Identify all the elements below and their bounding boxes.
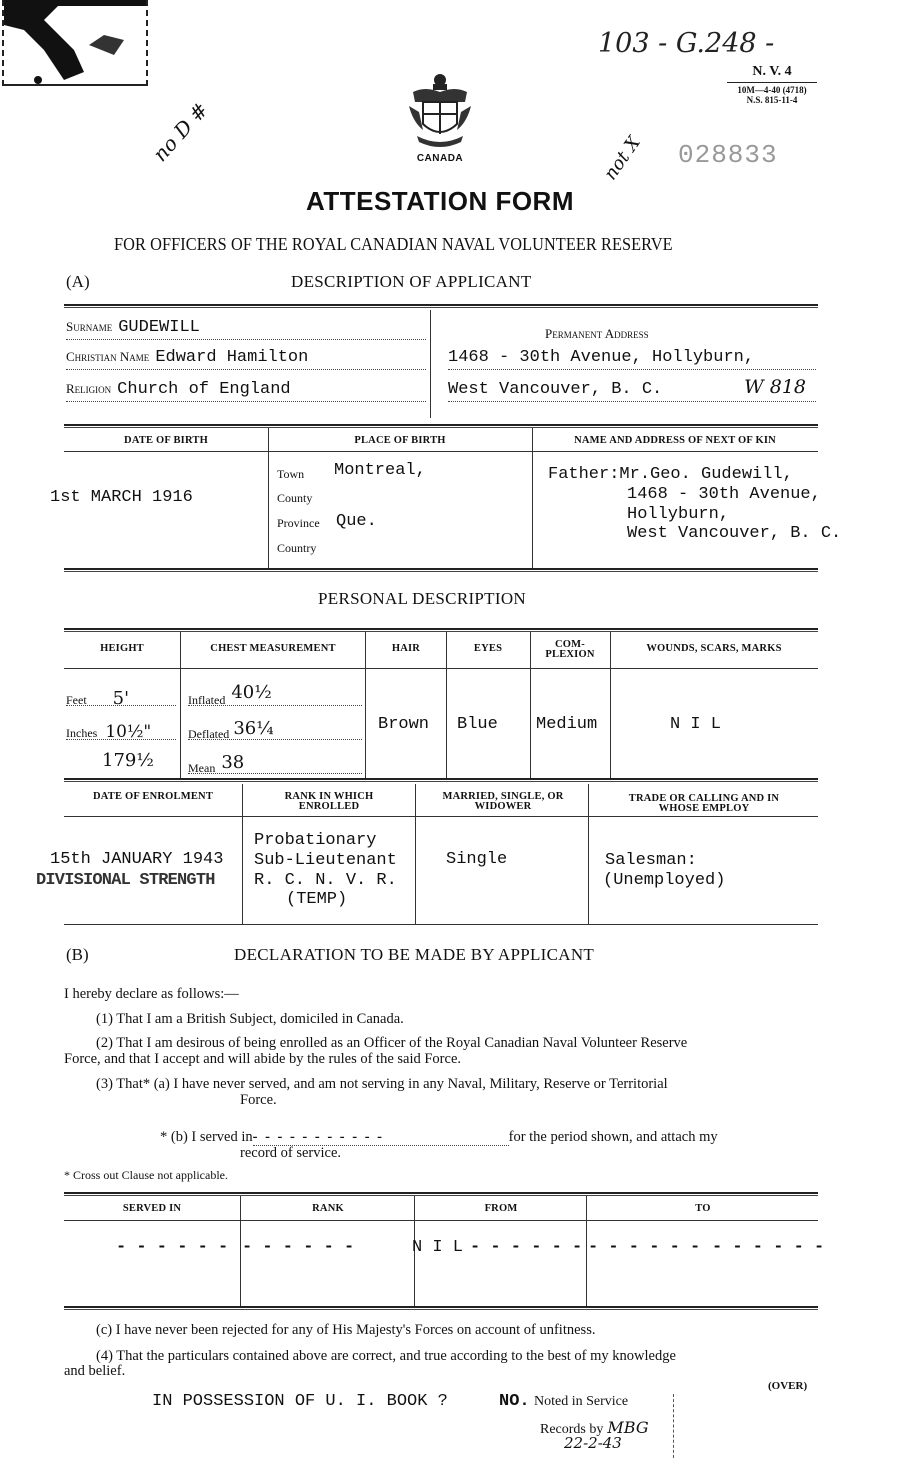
rank-line-3: R. C. N. V. R. bbox=[254, 871, 397, 890]
page-subtitle: FOR OFFICERS OF THE ROYAL CANADIAN NAVAL VOLUNTEER RESERVE bbox=[114, 234, 673, 254]
header-date-of-birth: DATE OF BIRTH bbox=[124, 435, 208, 446]
divider bbox=[64, 304, 818, 308]
header-eyes: EYES bbox=[473, 643, 503, 654]
clause-4-line-1: (4) That the particulars contained above are correct, and true according to the best of my knowledge bbox=[96, 1348, 676, 1364]
clause-3a-line-2: Force. bbox=[240, 1092, 277, 1108]
address-line-2-field bbox=[448, 376, 816, 402]
header-height: HEIGHT bbox=[100, 643, 144, 654]
divider bbox=[430, 310, 431, 418]
religion-label: Religion bbox=[66, 381, 112, 396]
divider bbox=[64, 778, 818, 782]
christian-name-value: Edward Hamilton bbox=[155, 348, 309, 367]
stamp-date: 22-2-43 bbox=[564, 1434, 622, 1452]
deflated-value: 36¼ bbox=[233, 718, 274, 739]
feet-field bbox=[66, 688, 176, 709]
clause-3b-line-1 bbox=[160, 1129, 718, 1146]
next-of-kin-line-4: West Vancouver, B. C. bbox=[627, 524, 842, 543]
to-dashes-1: - - - - - - bbox=[588, 1238, 701, 1257]
ns-code: N.S. 815-11-4 bbox=[746, 95, 798, 105]
divider bbox=[180, 632, 181, 778]
stamp-number: 028833 bbox=[678, 140, 778, 170]
town-value: Montreal, bbox=[334, 461, 426, 480]
handwritten-note-left: no D # bbox=[148, 97, 213, 167]
divider bbox=[64, 1220, 818, 1221]
header-chest: CHEST MEASUREMENT bbox=[210, 643, 336, 654]
from-dashes: - - - - - - bbox=[470, 1238, 583, 1257]
header-place-of-birth: PLACE OF BIRTH bbox=[354, 435, 446, 446]
over-label: (OVER) bbox=[768, 1380, 808, 1392]
section-a-heading: DESCRIPTION OF APPLICANT bbox=[291, 272, 532, 291]
religion-field bbox=[66, 380, 426, 402]
header-complexion: COM- PLEXION bbox=[545, 639, 595, 660]
feet-value: 5' bbox=[112, 688, 130, 709]
stamp-line-1: Noted in Service bbox=[534, 1394, 629, 1409]
divider bbox=[64, 816, 818, 817]
divider bbox=[446, 632, 447, 778]
coat-of-arms-icon bbox=[405, 72, 475, 150]
divider bbox=[588, 784, 589, 924]
surname-field bbox=[66, 318, 426, 340]
surname-value: GUDEWILL bbox=[118, 318, 200, 337]
file-number-handwritten: 103 - G.248 - bbox=[598, 28, 775, 59]
divider bbox=[64, 1306, 818, 1310]
divider bbox=[532, 428, 533, 568]
christian-name-field bbox=[66, 348, 426, 370]
clause-3b-fill: - - - - - - - - - - - bbox=[253, 1129, 509, 1146]
next-of-kin-line-2: 1468 - 30th Avenue, bbox=[627, 485, 821, 504]
enrolment-date: 15th JANUARY 1943 bbox=[50, 850, 224, 869]
header-wounds: WOUNDS, SCARS, MARKS bbox=[646, 643, 782, 654]
handwritten-note-right: not X bbox=[600, 132, 645, 185]
divider bbox=[64, 568, 818, 572]
mean-value: 38 bbox=[221, 752, 245, 773]
christian-name-label: Christian Name bbox=[66, 349, 150, 364]
photo-remnant-image bbox=[4, 0, 148, 86]
section-b-heading: DECLARATION TO BE MADE BY APPLICANT bbox=[234, 945, 595, 964]
coat-of-arms bbox=[405, 72, 475, 162]
divider bbox=[415, 784, 416, 924]
divider bbox=[64, 628, 818, 632]
coat-of-arms-caption: CANADA bbox=[416, 153, 464, 164]
clause-3b-suffix: for the period shown, and attach my bbox=[508, 1129, 718, 1145]
province-value: Que. bbox=[336, 512, 377, 531]
divider bbox=[240, 1196, 241, 1306]
county-label: County bbox=[277, 491, 313, 505]
divider bbox=[64, 424, 818, 428]
mean-field bbox=[188, 752, 362, 775]
surname-label: Surname bbox=[66, 319, 113, 334]
header-trade: TRADE OR CALLING AND IN WHOSE EMPLOY bbox=[628, 793, 780, 814]
header-next-of-kin: NAME AND ADDRESS OF NEXT OF KIN bbox=[574, 435, 776, 446]
section-a-marker: (A) bbox=[66, 272, 90, 291]
to-dashes-2: - - - - - - bbox=[712, 1238, 825, 1257]
trade-line-2: (Unemployed) bbox=[603, 871, 726, 890]
divider bbox=[268, 428, 269, 568]
clause-2-line-2: Force, and that I accept and will abide by the rules of the said Force. bbox=[64, 1051, 462, 1067]
footnote: * Cross out Clause not applicable. bbox=[64, 1168, 228, 1182]
next-of-kin-line-1: Father:Mr.Geo. Gudewill, bbox=[548, 465, 793, 484]
rank-line-1: Probationary bbox=[254, 831, 377, 850]
rank-dashes: - - - - - - bbox=[242, 1238, 355, 1257]
service-entry: N I L bbox=[412, 1238, 464, 1257]
form-code: N. V. 4 bbox=[727, 64, 817, 83]
photo-remnant bbox=[2, 0, 148, 86]
records-stamp bbox=[534, 1394, 674, 1458]
clause-3a-line-1: (3) That* (a) I have never served, and am not serving in any Naval, Military, Reserve or Territorial bbox=[96, 1076, 668, 1092]
clause-4-line-2: and belief. bbox=[64, 1363, 126, 1379]
print-code: 10M—4-40 (4718) bbox=[737, 85, 807, 95]
form-code-block bbox=[727, 64, 817, 105]
address-line-1: 1468 - 30th Avenue, Hollyburn, bbox=[448, 348, 816, 370]
header-served-in: SERVED IN bbox=[122, 1203, 182, 1214]
deflated-label: Deflated bbox=[188, 727, 230, 741]
declaration-intro: I hereby declare as follows:— bbox=[64, 986, 239, 1002]
divider bbox=[365, 632, 366, 778]
hair-value: Brown bbox=[378, 715, 430, 734]
country-label: Country bbox=[277, 541, 317, 555]
stamp-initials: MBG bbox=[607, 1418, 649, 1437]
divider bbox=[64, 924, 818, 925]
marital-status-value: Single bbox=[446, 850, 508, 869]
address-line-2: West Vancouver, B. C. bbox=[448, 380, 663, 399]
trade-line-1: Salesman: bbox=[605, 851, 697, 870]
clause-3b-prefix: * (b) I served in bbox=[160, 1129, 253, 1145]
divider bbox=[242, 784, 243, 924]
clause-2-line-1: (2) That I am desirous of being enrolled as an Officer of the Royal Canadian Naval Volunteer Reserve bbox=[96, 1035, 688, 1051]
wounds-value: N I L bbox=[670, 715, 722, 734]
header-date-of-enrolment: DATE OF ENROLMENT bbox=[92, 791, 214, 802]
header-from: FROM bbox=[484, 1203, 518, 1214]
divider bbox=[586, 1196, 587, 1306]
complexion-value: Medium bbox=[536, 715, 598, 734]
inflated-label: Inflated bbox=[188, 693, 226, 707]
clause-c: (c) I have never been rejected for any of His Majesty's Forces on account of unfitness. bbox=[96, 1322, 596, 1338]
header-rank: RANK bbox=[312, 1203, 344, 1214]
inches-value: 10½" bbox=[105, 722, 152, 742]
town-label: Town bbox=[277, 467, 305, 481]
header-hair: HAIR bbox=[391, 643, 421, 654]
inches-field bbox=[66, 722, 176, 740]
address-handwritten: W 818 bbox=[744, 376, 806, 398]
inches-label: Inches bbox=[66, 726, 98, 740]
rank-line-4: (TEMP) bbox=[286, 890, 348, 909]
divider bbox=[64, 668, 818, 669]
mean-label: Mean bbox=[188, 761, 216, 775]
weight-value: 179½ bbox=[102, 750, 154, 771]
header-to: TO bbox=[695, 1203, 711, 1214]
divider bbox=[610, 632, 611, 778]
page-title: ATTESTATION FORM bbox=[306, 186, 574, 216]
clause-3b-line-2: record of service. bbox=[240, 1145, 342, 1161]
rank-line-2: Sub-Lieutenant bbox=[254, 851, 397, 870]
next-of-kin-line-3: Hollyburn, bbox=[627, 505, 730, 524]
eyes-value: Blue bbox=[457, 715, 498, 734]
header-marital-status: MARRIED, SINGLE, OR WIDOWER bbox=[442, 791, 564, 812]
feet-label: Feet bbox=[66, 693, 87, 707]
stamp-line-2: Records by bbox=[540, 1422, 604, 1437]
inflated-value: 40½ bbox=[231, 682, 272, 703]
deflated-field bbox=[188, 718, 362, 741]
religion-value: Church of England bbox=[117, 380, 291, 399]
section-b-marker: (B) bbox=[66, 945, 89, 964]
ui-book-question: IN POSSESSION OF U. I. BOOK ? bbox=[152, 1392, 448, 1411]
divider bbox=[64, 1192, 818, 1196]
header-rank-enrolled: RANK IN WHICH ENROLLED bbox=[284, 791, 374, 812]
clause-1: (1) That I am a British Subject, domiciled in Canada. bbox=[96, 1011, 404, 1027]
divider bbox=[64, 451, 818, 452]
date-of-birth-value: 1st MARCH 1916 bbox=[50, 488, 193, 507]
province-label: Province bbox=[277, 516, 320, 530]
divider bbox=[530, 632, 531, 778]
personal-description-heading: PERSONAL DESCRIPTION bbox=[318, 589, 526, 608]
inflated-field bbox=[188, 682, 362, 707]
served-in-dashes: - - - - - - bbox=[116, 1238, 229, 1257]
permanent-address-label: Permanent Address bbox=[545, 326, 649, 341]
ui-book-answer: NO. bbox=[499, 1392, 530, 1411]
enrolment-strength: DIVISIONAL STRENGTH bbox=[36, 871, 215, 890]
